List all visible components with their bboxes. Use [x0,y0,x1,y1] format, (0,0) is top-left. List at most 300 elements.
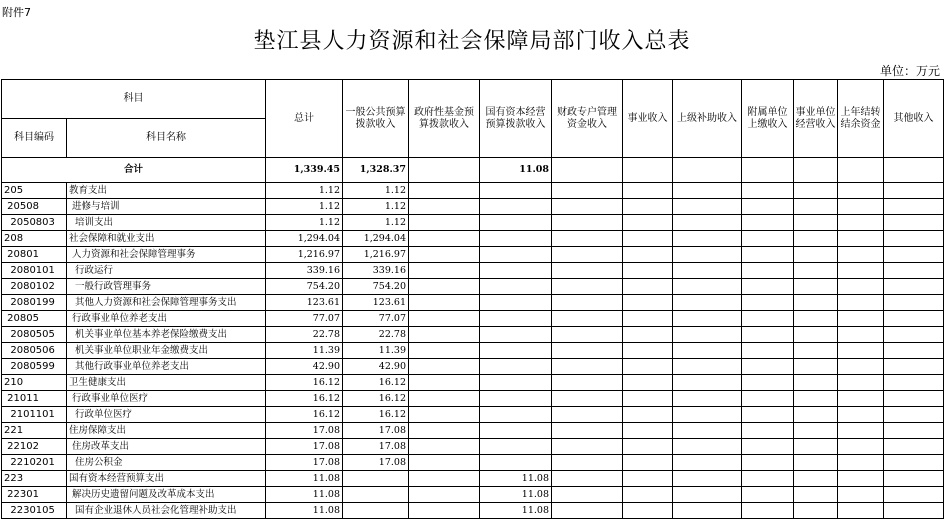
empty-cell [623,215,673,231]
page-title: 垫江县人力资源和社会保障局部门收入总表 [253,29,691,54]
empty-cell [838,231,884,247]
empty-cell [794,391,838,407]
row-gov-fund [409,311,480,327]
row-total: 339.16 [266,263,343,279]
row-code: 2050803 [2,215,67,231]
empty-cell [623,439,673,455]
row-name: 其他行政事业单位养老支出 [67,359,266,375]
empty-cell [673,199,742,215]
empty-cell [623,158,673,183]
row-state-capital [480,343,552,359]
empty-cell [742,231,794,247]
table-row [2,455,944,471]
empty-cell [552,439,623,455]
row-code: 210 [2,375,67,391]
empty-cell [838,391,884,407]
row-name: 行政事业单位养老支出 [67,311,266,327]
row-name: 住房保障支出 [67,423,266,439]
empty-cell [884,359,944,375]
row-name: 住房改革支出 [67,439,266,455]
row-code: 2080599 [2,359,67,375]
row-general-budget: 22.78 [343,327,409,343]
empty-cell [552,247,623,263]
empty-cell [673,295,742,311]
table-row [2,487,944,503]
empty-cell [742,199,794,215]
header-subject-name: 科目名称 [67,119,266,158]
empty-cell [884,279,944,295]
row-code: 21011 [2,391,67,407]
row-gov-fund [409,423,480,439]
empty-cell [552,158,623,183]
total-general-budget: 1,328.37 [343,158,409,183]
row-general-budget: 17.08 [343,439,409,455]
row-name: 住房公积金 [67,455,266,471]
empty-cell [838,158,884,183]
table-row [2,375,944,391]
empty-cell [623,295,673,311]
empty-cell [884,487,944,503]
empty-cell [838,343,884,359]
empty-cell [794,231,838,247]
row-total: 17.08 [266,439,343,455]
table-row [2,439,944,455]
empty-cell [838,455,884,471]
row-code: 2080199 [2,295,67,311]
total-gov-fund [409,158,480,183]
empty-cell [794,215,838,231]
row-general-budget: 123.61 [343,295,409,311]
row-gov-fund [409,503,480,519]
row-code: 22301 [2,487,67,503]
row-name: 国有资本经营预算支出 [67,471,266,487]
table-row [2,295,944,311]
empty-cell [552,391,623,407]
empty-cell [794,279,838,295]
header-fiscal-special: 财政专户管理资金收入 [552,80,623,158]
empty-cell [838,423,884,439]
empty-cell [838,375,884,391]
header-gov-fund: 政府性基金预算拨款收入 [409,80,480,158]
row-name: 卫生健康支出 [67,375,266,391]
empty-cell [884,503,944,519]
empty-cell [742,503,794,519]
empty-cell [673,343,742,359]
row-general-budget: 1,216.97 [343,247,409,263]
row-total: 11.08 [266,487,343,503]
empty-cell [623,407,673,423]
empty-cell [838,503,884,519]
row-state-capital [480,199,552,215]
table-row [2,343,944,359]
row-state-capital [480,295,552,311]
empty-cell [838,199,884,215]
empty-cell [884,247,944,263]
empty-cell [673,215,742,231]
row-code: 2080505 [2,327,67,343]
empty-cell [673,423,742,439]
table-row [2,263,944,279]
row-code: 205 [2,183,67,199]
row-total: 22.78 [266,327,343,343]
empty-cell [884,295,944,311]
empty-cell [742,279,794,295]
table-row [2,279,944,295]
empty-cell [742,183,794,199]
empty-cell [623,263,673,279]
empty-cell [552,199,623,215]
empty-cell [552,455,623,471]
row-state-capital [480,231,552,247]
empty-cell [623,359,673,375]
row-gov-fund [409,295,480,311]
total-total: 1,339.45 [266,158,343,183]
empty-cell [623,199,673,215]
empty-cell [742,311,794,327]
total-row [2,158,944,183]
header-operating: 事业单位经营收入 [794,80,838,158]
header-subject: 科目 [2,80,266,119]
empty-cell [884,199,944,215]
empty-cell [794,311,838,327]
row-total: 42.90 [266,359,343,375]
empty-cell [552,215,623,231]
empty-cell [552,183,623,199]
empty-cell [794,263,838,279]
header-other: 其他收入 [884,80,944,158]
row-total: 1,294.04 [266,231,343,247]
row-gov-fund [409,391,480,407]
empty-cell [794,247,838,263]
row-total: 17.08 [266,455,343,471]
empty-cell [623,423,673,439]
table-row [2,391,944,407]
empty-cell [884,407,944,423]
empty-cell [673,359,742,375]
empty-cell [884,375,944,391]
empty-cell [884,391,944,407]
empty-cell [742,247,794,263]
row-gov-fund [409,215,480,231]
row-gov-fund [409,487,480,503]
empty-cell [673,231,742,247]
row-gov-fund [409,231,480,247]
header-affiliated: 附属单位上缴收入 [742,80,794,158]
empty-cell [673,439,742,455]
row-gov-fund [409,343,480,359]
row-gov-fund [409,263,480,279]
row-state-capital [480,359,552,375]
empty-cell [623,375,673,391]
empty-cell [794,359,838,375]
empty-cell [673,471,742,487]
row-general-budget [343,503,409,519]
empty-cell [552,311,623,327]
empty-cell [552,263,623,279]
row-state-capital [480,439,552,455]
empty-cell [673,487,742,503]
row-code: 2230105 [2,503,67,519]
empty-cell [742,423,794,439]
empty-cell [552,327,623,343]
empty-cell [838,327,884,343]
total-label: 合计 [2,158,266,183]
empty-cell [838,487,884,503]
empty-cell [794,343,838,359]
row-general-budget: 1,294.04 [343,231,409,247]
row-name: 教育支出 [67,183,266,199]
empty-cell [623,455,673,471]
income-summary-table [1,79,944,519]
attachment-label: 附件7 [2,6,31,19]
empty-cell [794,158,838,183]
row-name: 其他人力资源和社会保障管理事务支出 [67,295,266,311]
empty-cell [794,439,838,455]
empty-cell [742,343,794,359]
empty-cell [623,327,673,343]
empty-cell [794,455,838,471]
empty-cell [838,263,884,279]
row-general-budget: 77.07 [343,311,409,327]
empty-cell [742,455,794,471]
table-row [2,311,944,327]
empty-cell [794,503,838,519]
empty-cell [673,279,742,295]
header-superior-subsidy: 上级补助收入 [673,80,742,158]
row-name: 人力资源和社会保障管理事务 [67,247,266,263]
empty-cell [623,247,673,263]
empty-cell [884,343,944,359]
empty-cell [838,359,884,375]
empty-cell [838,407,884,423]
row-code: 2210201 [2,455,67,471]
empty-cell [673,263,742,279]
row-total: 16.12 [266,391,343,407]
empty-cell [673,183,742,199]
empty-cell [794,375,838,391]
row-code: 2080506 [2,343,67,359]
row-name: 社会保障和就业支出 [67,231,266,247]
row-state-capital: 11.08 [480,487,552,503]
row-state-capital [480,455,552,471]
empty-cell [742,215,794,231]
empty-cell [884,455,944,471]
row-state-capital [480,279,552,295]
row-state-capital: 11.08 [480,503,552,519]
row-code: 20805 [2,311,67,327]
row-name: 行政运行 [67,263,266,279]
empty-cell [742,487,794,503]
row-gov-fund [409,407,480,423]
row-gov-fund [409,327,480,343]
row-name: 一般行政管理事务 [67,279,266,295]
row-general-budget: 339.16 [343,263,409,279]
table-row [2,215,944,231]
row-general-budget: 1.12 [343,199,409,215]
row-code: 20508 [2,199,67,215]
empty-cell [552,231,623,247]
empty-cell [673,327,742,343]
empty-cell [884,183,944,199]
header-total: 总计 [266,80,343,158]
empty-cell [742,391,794,407]
empty-cell [884,327,944,343]
row-name: 培训支出 [67,215,266,231]
table-row [2,359,944,375]
table-row [2,503,944,519]
empty-cell [794,183,838,199]
row-total: 16.12 [266,375,343,391]
row-general-budget: 17.08 [343,423,409,439]
empty-cell [838,279,884,295]
empty-cell [794,295,838,311]
empty-cell [884,215,944,231]
row-total: 11.39 [266,343,343,359]
empty-cell [838,295,884,311]
empty-cell [742,375,794,391]
row-state-capital [480,263,552,279]
row-general-budget: 11.39 [343,343,409,359]
table-row [2,247,944,263]
empty-cell [623,183,673,199]
empty-cell [884,423,944,439]
row-name: 进修与培训 [67,199,266,215]
empty-cell [552,423,623,439]
row-general-budget [343,487,409,503]
row-name: 解决历史遗留问题及改革成本支出 [67,487,266,503]
empty-cell [623,231,673,247]
row-code: 2101101 [2,407,67,423]
row-code: 2080102 [2,279,67,295]
table-row [2,183,944,199]
row-gov-fund [409,359,480,375]
header-business: 事业收入 [623,80,673,158]
row-code: 20801 [2,247,67,263]
row-total: 123.61 [266,295,343,311]
empty-cell [623,279,673,295]
empty-cell [623,471,673,487]
row-name: 国有企业退休人员社会化管理补助支出 [67,503,266,519]
row-general-budget: 16.12 [343,375,409,391]
header-state-capital: 国有资本经营预算拨款收入 [480,80,552,158]
row-name: 行政事业单位医疗 [67,391,266,407]
empty-cell [838,215,884,231]
row-code: 22102 [2,439,67,455]
row-general-budget: 754.20 [343,279,409,295]
empty-cell [552,471,623,487]
empty-cell [742,439,794,455]
row-general-budget: 17.08 [343,455,409,471]
row-name: 行政单位医疗 [67,407,266,423]
empty-cell [794,327,838,343]
row-state-capital [480,215,552,231]
row-gov-fund [409,455,480,471]
row-general-budget: 16.12 [343,407,409,423]
empty-cell [552,407,623,423]
empty-cell [623,311,673,327]
empty-cell [794,407,838,423]
empty-cell [838,247,884,263]
table-row [2,327,944,343]
row-general-budget: 1.12 [343,215,409,231]
row-general-budget: 16.12 [343,391,409,407]
empty-cell [673,311,742,327]
row-state-capital: 11.08 [480,471,552,487]
empty-cell [552,279,623,295]
empty-cell [742,327,794,343]
table-row [2,199,944,215]
row-state-capital [480,311,552,327]
empty-cell [742,471,794,487]
table-row [2,407,944,423]
row-code: 223 [2,471,67,487]
total-state-capital: 11.08 [480,158,552,183]
empty-cell [884,439,944,455]
header-carryover: 上年结转结余资金 [838,80,884,158]
row-total: 16.12 [266,407,343,423]
header-row [2,80,944,119]
row-total: 1,216.97 [266,247,343,263]
empty-cell [884,158,944,183]
empty-cell [552,487,623,503]
empty-cell [673,503,742,519]
row-gov-fund [409,199,480,215]
empty-cell [794,423,838,439]
unit-label: 单位：万元 [879,64,940,78]
row-total: 1.12 [266,215,343,231]
row-name: 机关事业单位职业年金缴费支出 [67,343,266,359]
empty-cell [794,199,838,215]
empty-cell [794,487,838,503]
row-state-capital [480,391,552,407]
empty-cell [673,391,742,407]
empty-cell [552,503,623,519]
row-general-budget: 1.12 [343,183,409,199]
row-total: 11.08 [266,503,343,519]
table-row [2,423,944,439]
empty-cell [673,375,742,391]
row-code: 208 [2,231,67,247]
empty-cell [742,158,794,183]
empty-cell [838,311,884,327]
row-total: 1.12 [266,199,343,215]
row-gov-fund [409,279,480,295]
row-state-capital [480,247,552,263]
empty-cell [742,407,794,423]
empty-cell [884,471,944,487]
empty-cell [673,407,742,423]
empty-cell [884,311,944,327]
row-state-capital [480,375,552,391]
empty-cell [742,263,794,279]
row-gov-fund [409,375,480,391]
row-total: 754.20 [266,279,343,295]
empty-cell [742,359,794,375]
row-state-capital [480,183,552,199]
empty-cell [623,391,673,407]
row-state-capital [480,407,552,423]
row-total: 11.08 [266,471,343,487]
empty-cell [623,503,673,519]
row-code: 221 [2,423,67,439]
row-total: 17.08 [266,423,343,439]
empty-cell [623,487,673,503]
row-code: 2080101 [2,263,67,279]
row-state-capital [480,423,552,439]
empty-cell [884,263,944,279]
empty-cell [838,183,884,199]
row-gov-fund [409,471,480,487]
